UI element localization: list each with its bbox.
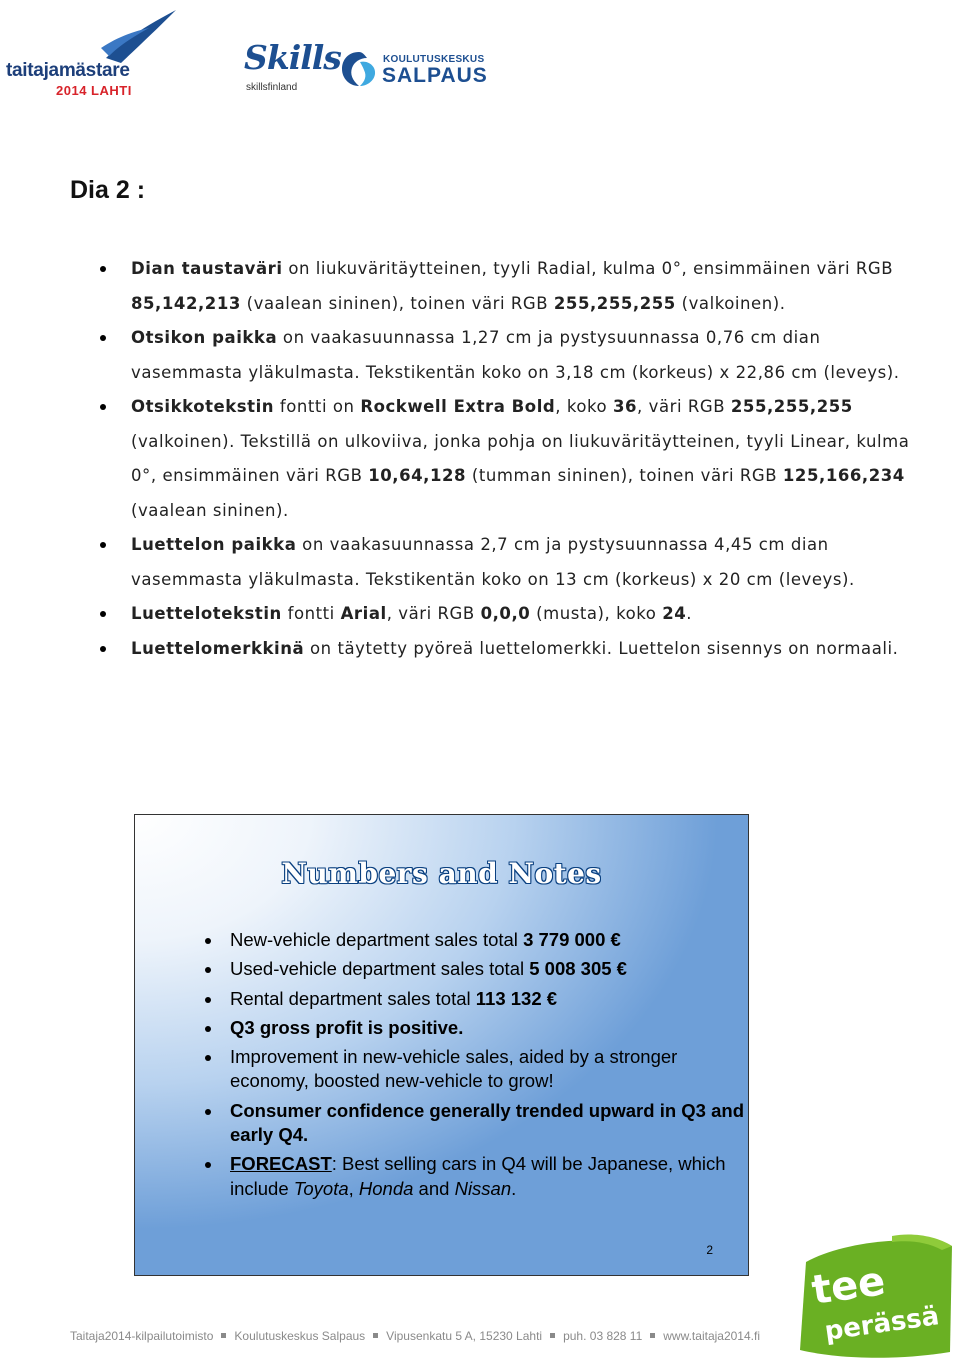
instruction-list-item-text: , koko [555,397,613,416]
taitaja-logo-name: taitajamästare [6,60,130,81]
slide-list-item-text: 5 008 305 € [529,958,627,980]
footer-separator [373,1333,378,1338]
page-footer [70,1329,760,1343]
instruction-list-item-text: (valkoinen). Tekstillä on ulkoviiva, jonka pohja on liukuväritäytteinen, tyyli Linear, kulma 0°, ensimmäinen väri RGB [131,431,910,485]
instruction-list-item-text: 24 [662,604,687,623]
slide-page-number: 2 [706,1243,713,1257]
salpaus-emblem-icon [340,50,378,88]
footer-item: Taitaja2014-kilpailutoimisto [70,1329,214,1343]
taitaja-logo-year: 2014 LAHTI [56,83,132,98]
instruction-list-item-text: on liukuväritäytteinen, tyyli Radial, kulma 0°, ensimmäinen väri RGB [282,259,894,278]
instruction-list-item-text: Luettelon paikka [131,535,297,554]
instruction-list-item-text: on vaakasuunnassa 2,7 cm ja pystysuunnassa 4,45 cm dian vasemmasta yläkulmasta. Tekstikentän koko on 13 cm (korkeus) x 20 cm (leveys). [131,535,855,589]
instruction-list-item-text: (musta), koko [530,604,663,623]
instruction-list-item [70,528,920,597]
instruction-list-item-text: 85,142,213 [131,293,241,313]
footer-separator [550,1333,555,1338]
slide-list-item-text: New-vehicle department sales total [230,929,524,950]
instruction-list-item-text: , väri RGB [637,397,731,416]
slide-list-item [205,928,745,952]
slide-list-item [205,1152,745,1201]
instruction-list-item-text: fontti on [274,397,361,416]
page-heading: Dia 2 : [70,176,146,204]
slide-list-item [205,987,745,1011]
instruction-list [70,252,920,666]
instruction-list-item-text: Luettelomerkkinä [131,638,305,658]
instruction-list-item-text: 255,255,255 [730,397,853,416]
slide-list-item-text: Q3 gross profit is positive. [230,1016,464,1038]
footer-item: puh. 03 828 11 [563,1329,643,1343]
instruction-list-item-text: 36 [612,397,638,416]
slide-list-item-text: Improvement in new-vehicle sales, aided by a stronger economy, boosted new-vehicle to grow! [230,1046,678,1092]
slide-list-item-text: and [413,1177,455,1199]
instruction-list-item-text: . [686,604,693,623]
instruction-list-item [70,252,920,321]
salpaus-logo-top: KOULUTUSKESKUS [383,54,485,65]
instruction-list-item-text: (valkoinen). [675,293,786,313]
instruction-list-item [70,632,920,667]
instruction-list-item-text: on täytetty pyöreä luettelomerkki. Luettelon sisennys on normaali. [304,638,899,658]
instruction-list-item-text: Dian taustaväri [131,259,283,278]
instruction-list-item-text: Rockwell Extra Bold [360,397,556,416]
instruction-list-item-text: 10,64,128 [368,466,467,485]
slide-list-item-text: Used-vehicle department sales total [230,958,530,980]
instruction-list-item-text: 0,0,0 [480,604,531,623]
slide-list-item [205,1016,745,1040]
taitaja-logo [6,8,176,98]
slide-list-item-text: 113 132 € [475,987,558,1009]
slide-list-item-text: FORECAST [230,1153,332,1175]
badge-line2: perässä [822,1301,941,1347]
instruction-list-item-text: Otsikon paikka [131,328,278,347]
instruction-list-item-text: , väri RGB [386,604,481,623]
slide-list-item [205,957,745,981]
slide-list-item [205,1099,745,1148]
instruction-list-item-text: (tumman sininen), toinen väri RGB [466,466,783,485]
salpaus-logo [340,46,488,96]
slide-list-item-text: Honda [358,1177,414,1199]
salpaus-logo-name: SALPAUS [382,64,488,87]
taitaja-swoosh-icon [101,8,181,68]
footer-separator [650,1333,655,1338]
instruction-list-item-text: 125,166,234 [782,466,905,485]
instruction-list-item-text: (vaalean sininen), toinen väri RGB [240,293,554,313]
slide-list-item-text: . [511,1177,517,1199]
instruction-list-item-text: 255,255,255 [553,293,676,313]
footer-item: Vipusenkatu 5 A, 15230 Lahti [386,1329,543,1343]
footer-separator [221,1333,226,1338]
skills-logo-script: Skills [244,38,341,77]
instruction-list-item [70,390,920,528]
slide-list-item-text: : Best selling cars in Q4 will be Japanese, which include [230,1153,726,1199]
instruction-list-item [70,321,920,390]
instruction-list-item [70,597,920,632]
slide-list-item-text: Toyota [293,1177,349,1199]
instruction-list-item-text: (vaalean sininen). [131,500,289,520]
footer-item: www.taitaja2014.fi [663,1329,760,1343]
slide-bullet-list [205,928,745,1206]
tee-perassa-badge-icon [792,1232,957,1361]
instruction-list-item-text: Luettelotekstin [131,604,282,623]
slide-list-item-text: , [348,1177,359,1199]
slide-title: Numbers and Notes [281,857,602,890]
badge-line1: tee [808,1258,889,1314]
footer-item: Koulutuskeskus Salpaus [234,1329,366,1343]
slide-list-item [205,1045,745,1094]
instruction-list-item-text: Arial [340,604,387,623]
instruction-list-item-text: fontti [281,604,341,623]
slide-preview [134,814,749,1276]
slide-list-item-text: Consumer confidence generally trended upward in Q3 and early Q4. [230,1099,744,1146]
slide-list-item-text: Nissan [454,1177,512,1199]
instruction-list-item-text: on vaakasuunnassa 1,27 cm ja pystysuunnassa 0,76 cm dian vasemmasta yläkulmasta. Tekstikentän koko on 3,18 cm (korkeus) x 22,86 cm (leveys). [131,328,900,382]
skills-logo-subtitle: skillsfinland [246,82,298,93]
slide-list-item-text: Rental department sales total [230,987,476,1009]
instruction-list-item-text: Otsikkotekstin [131,397,275,416]
slide-list-item-text: 3 779 000 € [523,929,621,950]
skills-finland-logo [244,38,341,98]
